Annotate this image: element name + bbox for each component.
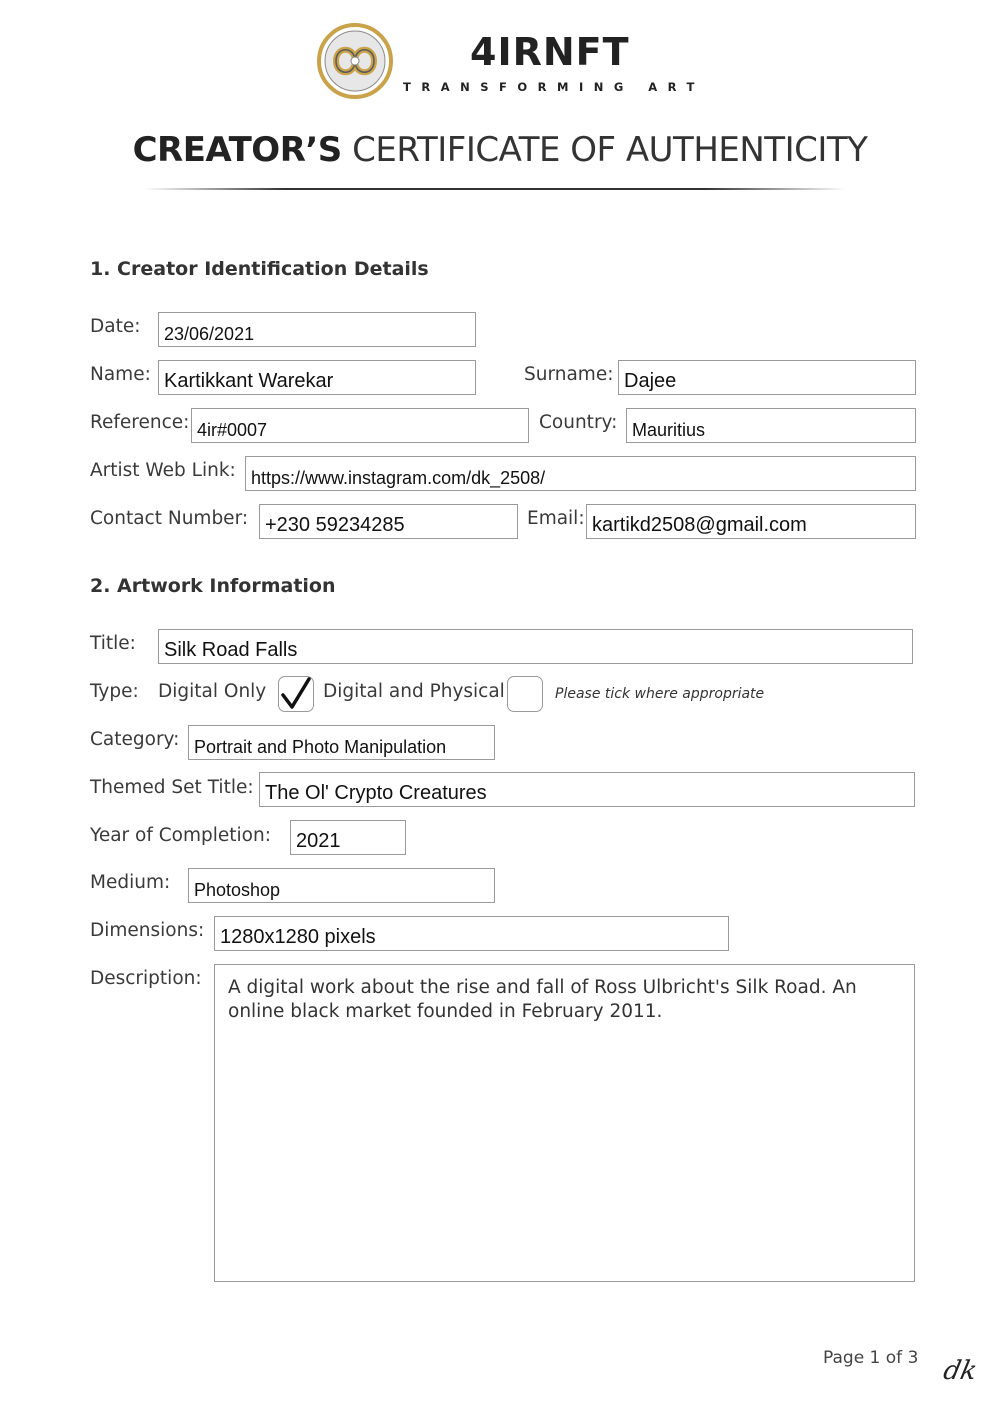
- email-field[interactable]: kartikd2508@gmail.com: [586, 504, 916, 539]
- type-label: Type:: [90, 681, 139, 702]
- title-rest: CERTIFICATE OF AUTHENTICITY: [352, 130, 868, 170]
- reference-label: Reference:: [90, 412, 190, 433]
- year-field[interactable]: 2021: [290, 820, 406, 855]
- email-label: Email:: [527, 508, 585, 529]
- type-hint: Please tick where appropriate: [555, 686, 765, 702]
- digital-only-checkbox[interactable]: [278, 676, 314, 712]
- section-2-heading: 2. Artwork Information: [90, 575, 336, 597]
- title-divider: [145, 188, 845, 190]
- category-field[interactable]: Portrait and Photo Manipulation: [188, 725, 495, 760]
- country-label: Country:: [539, 412, 618, 433]
- year-label: Year of Completion:: [90, 825, 271, 846]
- brand-name: 4IRNFT: [470, 30, 630, 74]
- weblink-field[interactable]: https://www.instagram.com/dk_2508/: [245, 456, 916, 491]
- contact-label: Contact Number:: [90, 508, 249, 529]
- name-label: Name:: [90, 364, 151, 385]
- date-label: Date:: [90, 316, 141, 337]
- type-digital-only-label: Digital Only: [158, 681, 267, 702]
- page-title: [0, 130, 1000, 170]
- title-bold: CREATOR’S: [132, 130, 342, 170]
- name-field[interactable]: Kartikkant Warekar: [158, 360, 476, 395]
- logo: [314, 20, 396, 102]
- type-digital-physical-label: Digital and Physical: [323, 681, 505, 702]
- title-field[interactable]: Silk Road Falls: [158, 629, 913, 664]
- weblink-label: Artist Web Link:: [90, 460, 236, 481]
- section-1-heading: 1. Creator Identification Details: [90, 258, 429, 280]
- checkmark-icon: [278, 676, 314, 712]
- dimensions-field[interactable]: 1280x1280 pixels: [214, 916, 729, 951]
- medium-field[interactable]: Photoshop: [188, 868, 495, 903]
- surname-label: Surname:: [524, 364, 614, 385]
- reference-field[interactable]: 4ir#0007: [191, 408, 529, 443]
- category-label: Category:: [90, 729, 180, 750]
- title-label: Title:: [90, 633, 136, 654]
- description-field[interactable]: [214, 964, 915, 1282]
- themed-set-label: Themed Set Title:: [90, 777, 254, 798]
- page-number: Page 1 of 3: [823, 1348, 919, 1368]
- description-label: Description:: [90, 968, 202, 989]
- medium-label: Medium:: [90, 872, 171, 893]
- contact-field[interactable]: +230 59234285: [259, 504, 518, 539]
- themed-set-field[interactable]: The Ol' Crypto Creatures: [259, 772, 915, 807]
- brand-tagline: TRANSFORMING ART: [403, 80, 705, 94]
- surname-field[interactable]: Dajee: [618, 360, 916, 395]
- signature: dk: [940, 1356, 980, 1386]
- infinity-knot-logo-icon: [314, 20, 396, 102]
- date-field[interactable]: 23/06/2021: [158, 312, 476, 347]
- description-text: A digital work about the rise and fall of Ross Ulbricht's Silk Road. An online black market founded in February 2011.: [228, 977, 857, 1022]
- digital-physical-checkbox[interactable]: [507, 676, 543, 712]
- country-field[interactable]: Mauritius: [626, 408, 916, 443]
- dimensions-label: Dimensions:: [90, 920, 205, 941]
